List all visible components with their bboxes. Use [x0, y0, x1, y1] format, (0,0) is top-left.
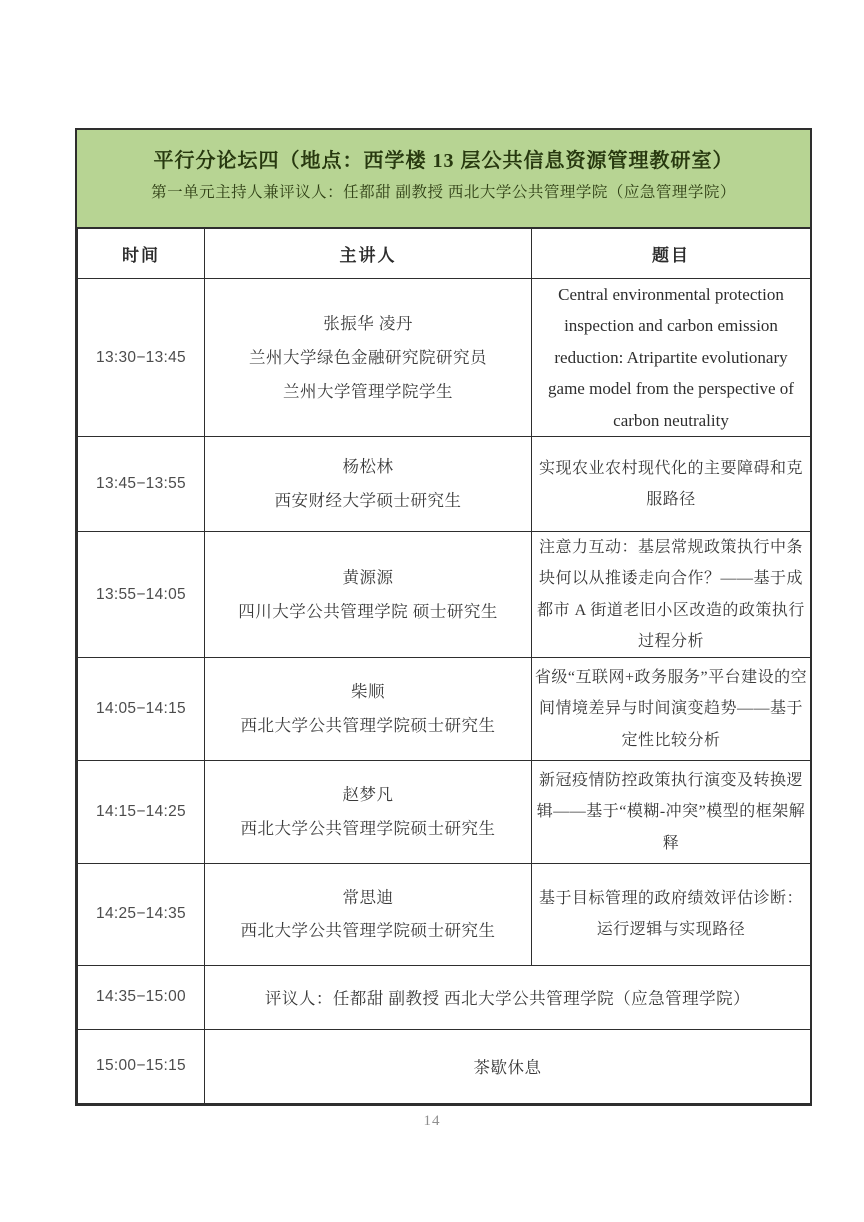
forum-title: 平行分论坛四（地点：西学楼 13 层公共信息资源管理教研室）	[153, 150, 734, 172]
table-row	[78, 279, 811, 437]
speaker-cell	[205, 760, 532, 863]
column-header-time: 时间	[78, 229, 205, 279]
schedule-sheet	[75, 128, 812, 1106]
speaker-name: 赵梦凡	[342, 785, 394, 805]
table-row	[78, 657, 811, 760]
speaker-cell	[205, 863, 532, 965]
speaker-affiliation: 西北大学公共管理学院硕士研究生	[240, 715, 496, 735]
time-cell: 14:05−14:15	[78, 657, 205, 760]
table-row	[78, 863, 811, 965]
table-row	[78, 965, 811, 1029]
speaker-name: 黄源源	[342, 567, 394, 587]
topic-cell: 省级“互联网+政务服务”平台建设的空间情境差异与时间演变趋势——基于定性比较分析	[532, 657, 811, 760]
topic-cell: 注意力互动：基层常规政策执行中条块何以从推诿走向合作？——基于成都市 A 街道老旧小区改造的政策执行过程分析	[532, 532, 811, 658]
tea-break-cell: 茶歇休息	[205, 1029, 811, 1103]
time-cell: 13:55−14:05	[78, 532, 205, 658]
speaker-name: 柴顺	[351, 682, 385, 702]
time-cell: 13:45−13:55	[78, 437, 205, 532]
schedule-table	[77, 228, 811, 1104]
speaker-affiliation: 西北大学公共管理学院硕士研究生	[240, 921, 496, 941]
topic-cell: 基于目标管理的政府绩效评估诊断：运行逻辑与实现路径	[532, 863, 811, 965]
speaker-cell	[205, 532, 532, 658]
page-number: 14	[423, 1113, 441, 1129]
time-cell: 14:25−14:35	[78, 863, 205, 965]
forum-banner	[77, 130, 810, 228]
topic-cell: Central environmental protection inspection and carbon emission reduction: Atripartite evolutionary game model from the perspective of carbon neutrality	[532, 279, 811, 437]
speaker-name: 杨松林	[342, 457, 394, 477]
speaker-name: 常思迪	[342, 887, 394, 907]
time-cell: 14:15−14:25	[78, 760, 205, 863]
speaker-cell	[205, 437, 532, 532]
time-cell: 13:30−13:45	[78, 279, 205, 437]
speaker-affiliation: 兰州大学绿色金融研究院研究员	[249, 347, 487, 367]
time-cell: 14:35−15:00	[78, 965, 205, 1029]
speaker-affiliation: 四川大学公共管理学院 硕士研究生	[238, 601, 498, 621]
table-row	[78, 760, 811, 863]
time-cell: 15:00−15:15	[78, 1029, 205, 1103]
speaker-cell	[205, 657, 532, 760]
speaker-affiliation: 西安财经大学硕士研究生	[274, 491, 462, 511]
column-header-speaker: 主讲人	[205, 229, 532, 279]
topic-cell: 新冠疫情防控政策执行演变及转换逻辑——基于“模糊-冲突”模型的框架解释	[532, 760, 811, 863]
table-row	[78, 437, 811, 532]
speaker-affiliation: 兰州大学管理学院学生	[283, 381, 453, 401]
topic-cell: 实现农业农村现代化的主要障碍和克服路径	[532, 437, 811, 532]
column-header-topic: 题目	[532, 229, 811, 279]
table-header-row	[78, 229, 811, 279]
forum-subtitle: 第一单元主持人兼评议人：任都甜 副教授 西北大学公共管理学院（应急管理学院）	[151, 184, 736, 201]
discussant-cell: 评议人：任都甜 副教授 西北大学公共管理学院（应急管理学院）	[205, 965, 811, 1029]
speaker-cell	[205, 279, 532, 437]
table-row	[78, 532, 811, 658]
speaker-name: 张振华 凌丹	[323, 313, 413, 333]
table-row	[78, 1029, 811, 1103]
speaker-affiliation: 西北大学公共管理学院硕士研究生	[240, 818, 496, 838]
